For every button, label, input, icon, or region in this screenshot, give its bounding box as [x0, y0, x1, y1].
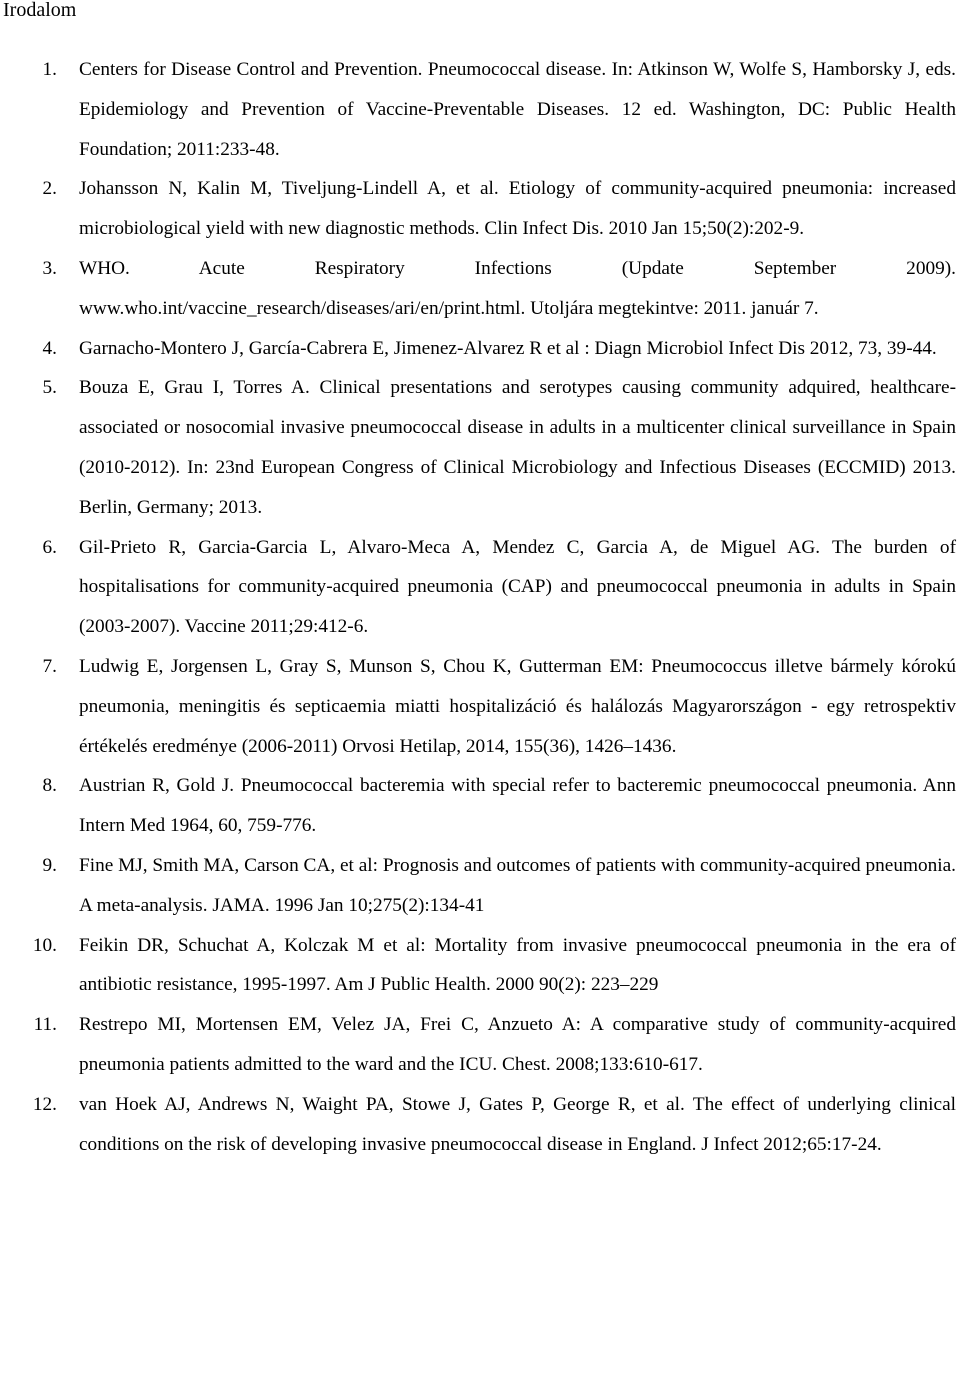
reference-number: 3.: [42, 257, 57, 279]
reference-number: 9.: [42, 854, 57, 876]
reference-text: Ludwig E, Jorgensen L, Gray S, Munson S, Chou K, Gutterman EM: Pneumococcus illetve bármely kórokú pneumonia, meningitis és septicaemia miatti hospitalizáció és halálozás Magyarországon - egy retrospektiv értékelés eredménye (2006-2011) Orvosi Hetilap, 2014, 155(36), 1426–1436.: [79, 655, 956, 757]
reference-text: Centers for Disease Control and Prevention. Pneumococcal disease. In: Atkinson W, Wolfe S, Hamborsky J, eds. Epidemiology and Prevention of Vaccine-Preventable Diseases. 12 ed. Washington, DC: Public Health Foundation; 2011:233-48.: [79, 59, 956, 160]
reference-item: [0, 528, 960, 647]
reference-item: [0, 766, 960, 846]
reference-text: Restrepo MI, Mortensen EM, Velez JA, Frei C, Anzueto A: A comparative study of community-acquired pneumonia patients admitted to the ward and the ICU. Chest. 2008;133:610-617.: [79, 1014, 956, 1075]
reference-item: [0, 50, 960, 169]
reference-text: Gil-Prieto R, Garcia-Garcia L, Alvaro-Meca A, Mendez C, Garcia A, de Miguel AG. The burden of hospitalisations for community-acquired pneumonia (CAP) and pneumococcal pneumonia in adults in Spain (2003-2007). Vaccine 2011;29:412-6.: [79, 536, 956, 638]
reference-text: Feikin DR, Schuchat A, Kolczak M et al: Mortality from invasive pneumococcal pneumonia in the era of antibiotic resistance, 1995-1997. Am J Public Health. 2000 90(2): 223–229: [79, 934, 956, 996]
section-heading: Irodalom: [3, 0, 77, 21]
reference-item: [0, 249, 960, 329]
reference-text: van Hoek AJ, Andrews N, Waight PA, Stowe J, Gates P, George R, et al. The effect of underlying clinical conditions on the risk of developing invasive pneumococcal disease in England. J Infect 2012;65:17-24.: [79, 1093, 956, 1155]
reference-text: Fine MJ, Smith MA, Carson CA, et al: Prognosis and outcomes of patients with community-acquired pneumonia. A meta-analysis. JAMA. 1996 Jan 10;275(2):134-41: [79, 854, 956, 916]
reference-number: 1.: [42, 59, 57, 80]
reference-item: [0, 368, 960, 527]
reference-item: [0, 647, 960, 766]
reference-list: [0, 50, 960, 1164]
reference-number: 2.: [42, 178, 57, 200]
reference-text: Johansson N, Kalin M, Tiveljung-Lindell A, et al. Etiology of community-acquired pneumonia: increased microbiological yield with new diagnostic methods. Clin Infect Dis. 2010 Jan 15;50(2):202-9.: [79, 178, 956, 240]
reference-text: Garnacho-Montero J, García-Cabrera E, Jimenez-Alvarez R et al : Diagn Microbiol Infect Dis 2012, 73, 39-44.: [79, 337, 937, 359]
reference-item: [0, 846, 960, 926]
reference-number: 4.: [42, 337, 57, 359]
reference-number: 7.: [42, 655, 57, 677]
reference-number: 11.: [33, 1014, 57, 1036]
reference-number: 8.: [42, 775, 57, 797]
reference-item: [0, 329, 960, 369]
reference-item: [0, 926, 960, 1006]
reference-number: 10.: [32, 934, 57, 956]
reference-number: 5.: [42, 377, 57, 399]
reference-number: 12.: [32, 1093, 57, 1115]
reference-text: Austrian R, Gold J. Pneumococcal bacteremia with special refer to bacteremic pneumococcal pneumonia. Ann Intern Med 1964, 60, 759-776.: [79, 775, 956, 837]
reference-number: 6.: [42, 536, 57, 558]
reference-item: [0, 1085, 960, 1165]
reference-text: WHO. Acute Respiratory Infections (Update September 2009). www.who.int/vaccine_research/diseases/ari/en/print.html. Utoljára megtekintve: 2011. január 7.: [79, 257, 956, 319]
reference-text: Bouza E, Grau I, Torres A. Clinical presentations and serotypes causing community adquired, healthcare-associated or nosocomial invasive pneumococcal disease in adults in a multicenter clinical surveillance in Spain (2010-2012). In: 23nd European Congress of Clinical Microbiology and Infectious Diseases (ECCMID) 2013. Berlin, Germany; 2013.: [79, 377, 956, 518]
reference-item: [0, 169, 960, 249]
reference-item: [0, 1005, 960, 1085]
